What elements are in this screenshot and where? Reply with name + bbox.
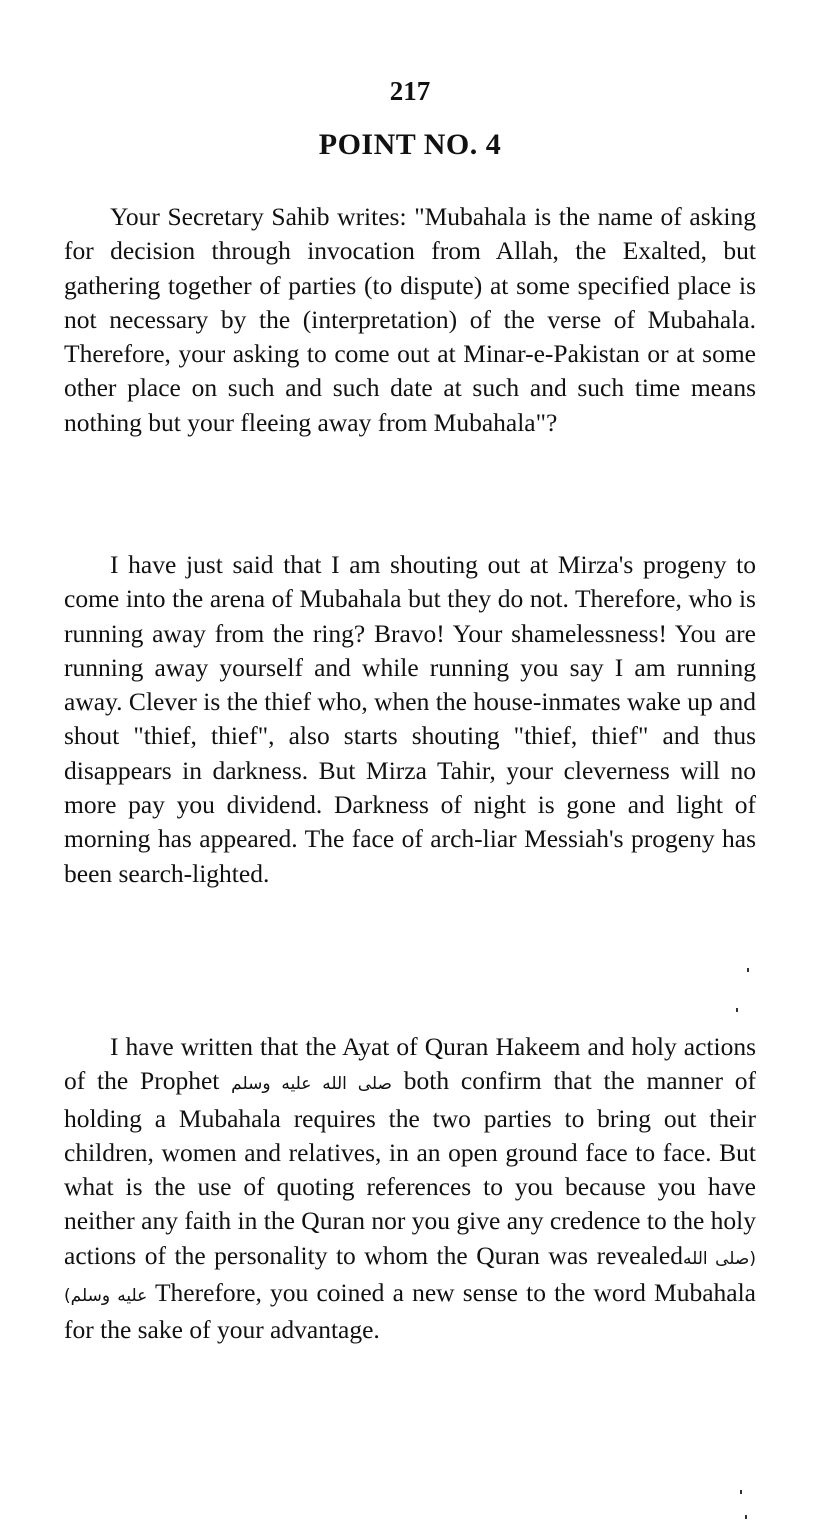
- paragraph-running-away: I have just said that I am shouting out at Mirza's progeny to come into the arena of Mubahala but they do not. Therefore, who is running away from the ring? Bravo! Your shamelessness! You are running away yourself and while running you say I am running away. Clever is the thief who, when the house-inmates wake up and shout "thief, thief", also starts shouting "thief, thief" and thus disappears in darkness. But Mirza Tahir, your cleverness will no more pay you dividend. Darkness of night is gone and light of morning has appeared. The face of arch-liar Messiah's progeny has been search-lighted.: [64, 550, 756, 888]
- scan-speck: [745, 1515, 747, 1519]
- page-number: 217: [389, 76, 431, 106]
- paragraph-text-segment: Therefore, you coined a new sense to the word Mubahala for the sake of your advantage.: [64, 1278, 756, 1345]
- scan-speck: [736, 1008, 738, 1012]
- salutation-arabic: (صلى الله عليه وسلم): [64, 1248, 756, 1307]
- page-title: POINT NO. 4: [318, 128, 502, 161]
- scan-speck: [747, 968, 749, 972]
- paragraph-secretary-quote: Your Secretary Sahib writes: "Mubahala is the name of asking for decision through invocation from Allah, the Exalted, but gathering together of parties (to dispute) at some specified place is not necessary by the (interpretation) of the verse of Mubahala. Therefore, your asking to come out at Minar-e-Pakistan or at some other place on such and such date at such and such time means nothing but your fleeing away from Mubahala"?: [64, 202, 756, 437]
- paragraph-ayat-references: [64, 1030, 756, 1348]
- salutation-arabic: صلى الله عليه وسلم: [231, 1074, 392, 1095]
- paragraph-text-segment: both confirm that the manner of holding a Mubahala requires the two parties to bring out their children, women and relatives, in an open ground face to face. But what is the use of quoting references to you because you have neither any faith in the Quran nor you give any credence to the holy actions of the personality to whom the Quran was revealed: [64, 1066, 756, 1270]
- scan-speck: [740, 1490, 742, 1494]
- paragraph-text-segment: I have written that the Ayat of Quran Hakeem and holy actions of the Prophet: [64, 1032, 756, 1096]
